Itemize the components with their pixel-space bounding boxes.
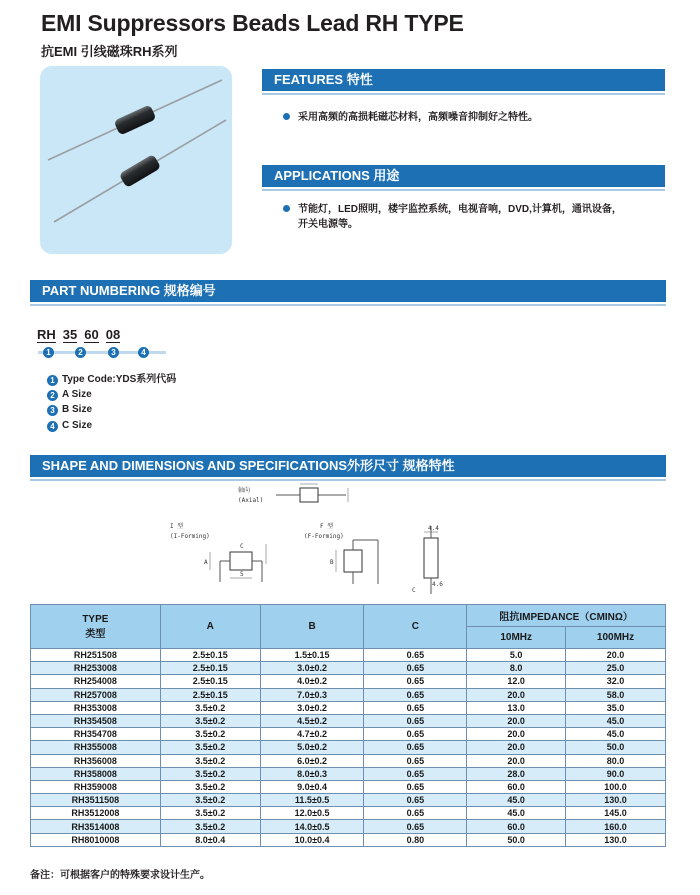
cell-imp-10mhz: 28.0 — [467, 767, 566, 780]
cell-a: 3.5±0.2 — [160, 741, 260, 754]
applications-item — [283, 202, 622, 232]
axial-drawing — [238, 484, 348, 504]
col-type-header — [31, 605, 161, 649]
cell-type: RH253008 — [31, 662, 161, 675]
cell-imp-10mhz: 20.0 — [467, 688, 566, 701]
cell-b: 4.5±0.2 — [260, 714, 364, 727]
applications-underline — [262, 189, 665, 191]
table-row — [31, 675, 666, 688]
number-1-icon: 1 — [47, 375, 58, 386]
number-1-icon: 1 — [43, 347, 54, 358]
bullet-icon — [283, 113, 290, 120]
dimension-drawings — [160, 478, 480, 602]
cell-b: 14.0±0.5 — [260, 820, 364, 833]
legend-text: B Size — [62, 404, 93, 415]
cell-a: 3.5±0.2 — [160, 754, 260, 767]
cell-imp-100mhz: 145.0 — [566, 807, 666, 820]
cell-imp-100mhz: 90.0 — [566, 767, 666, 780]
features-heading: FEATURES 特性 — [262, 69, 665, 91]
cell-type: RH354508 — [31, 714, 161, 727]
legend-item-a — [47, 388, 92, 401]
cell-a: 2.5±0.15 — [160, 675, 260, 688]
cell-type: RH354708 — [31, 728, 161, 741]
col-a-header: A — [160, 605, 260, 649]
table-row — [31, 780, 666, 793]
dim-c-label: C — [240, 543, 244, 550]
number-2-icon: 2 — [75, 347, 86, 358]
table-row — [31, 794, 666, 807]
product-photo — [40, 66, 232, 254]
cell-b: 9.0±0.4 — [260, 780, 364, 793]
col-100mhz-header: 100MHz — [566, 627, 666, 649]
cell-type: RH356008 — [31, 754, 161, 767]
cell-imp-100mhz: 25.0 — [566, 662, 666, 675]
cell-b: 6.0±0.2 — [260, 754, 364, 767]
i-forming-drawing — [170, 522, 266, 582]
cell-a: 3.5±0.2 — [160, 820, 260, 833]
f-label-en: (F-Forming) — [304, 533, 344, 540]
cell-c: 0.65 — [364, 820, 467, 833]
cell-a: 2.5±0.15 — [160, 688, 260, 701]
cell-imp-10mhz: 60.0 — [467, 780, 566, 793]
cell-c: 0.65 — [364, 754, 467, 767]
cell-imp-100mhz: 160.0 — [566, 820, 666, 833]
number-4-icon: 4 — [47, 421, 58, 432]
legend-item-c — [47, 419, 92, 432]
cell-type: RH3512008 — [31, 807, 161, 820]
features-text: 采用高频的高损耗磁芯材料，高频噪音抑制好之特性。 — [298, 112, 538, 123]
legend-item-b — [47, 403, 92, 416]
axial-label-cn: 轴向 — [238, 487, 251, 494]
part-code-type: RH — [37, 327, 56, 342]
spec-table-body — [31, 649, 666, 847]
dim-b-label: B — [330, 559, 334, 566]
cell-b: 4.0±0.2 — [260, 675, 364, 688]
cell-a: 3.5±0.2 — [160, 807, 260, 820]
cell-type: RH3511508 — [31, 794, 161, 807]
cell-b: 7.0±0.3 — [260, 688, 364, 701]
part-numbering-underline — [30, 304, 666, 306]
cell-c: 0.80 — [364, 833, 467, 846]
applications-text-line1: 节能灯，LED照明，楼宇监控系统，电视音响，DVD,计算机，通讯设备， — [298, 204, 622, 215]
cell-type: RH358008 — [31, 767, 161, 780]
dim-44-label: 4.4 — [428, 525, 439, 532]
footnote: 备注：可根据客户的特殊要求设计生产。 — [30, 870, 210, 881]
page-title: EMI Suppressors Beads Lead RH TYPE — [41, 10, 464, 36]
col-b-header: B — [260, 605, 364, 649]
cell-b: 3.0±0.2 — [260, 662, 364, 675]
cell-imp-100mhz: 45.0 — [566, 728, 666, 741]
number-3-icon: 3 — [47, 405, 58, 416]
applications-heading: APPLICATIONS 用途 — [262, 165, 665, 187]
cell-type: RH251508 — [31, 649, 161, 662]
col-10mhz-header: 10MHz — [467, 627, 566, 649]
number-3-icon: 3 — [108, 347, 119, 358]
cell-c: 0.65 — [364, 688, 467, 701]
cell-b: 5.0±0.2 — [260, 741, 364, 754]
cell-type: RH359008 — [31, 780, 161, 793]
cell-b: 8.0±0.3 — [260, 767, 364, 780]
number-4-icon: 4 — [138, 347, 149, 358]
cell-b: 1.5±0.15 — [260, 649, 364, 662]
dim-5-label: 5 — [240, 571, 244, 578]
table-row — [31, 820, 666, 833]
part-code-c: 08 — [105, 327, 121, 342]
f-label-cn: F 型 — [320, 523, 334, 530]
cell-imp-100mhz: 45.0 — [566, 714, 666, 727]
page-subtitle: 抗EMI 引线磁珠RH系列 — [41, 44, 178, 59]
shape-heading: SHAPE AND DIMENSIONS AND SPECIFICATIONS外形尺寸 规格特性 — [30, 455, 666, 477]
table-row — [31, 714, 666, 727]
legend-text: C Size — [62, 420, 93, 431]
cell-imp-100mhz: 130.0 — [566, 833, 666, 846]
cell-b: 11.5±0.5 — [260, 794, 364, 807]
cell-c: 0.65 — [364, 807, 467, 820]
cell-a: 3.5±0.2 — [160, 714, 260, 727]
col-impedance-header: 阻抗IMPEDANCE（CMINΩ） — [467, 605, 666, 627]
cell-imp-100mhz: 20.0 — [566, 649, 666, 662]
table-row — [31, 807, 666, 820]
cell-imp-10mhz: 20.0 — [467, 741, 566, 754]
table-row — [31, 767, 666, 780]
legend-text: Type Code:YDS系列代码 — [62, 374, 177, 385]
cell-imp-100mhz: 130.0 — [566, 794, 666, 807]
cell-c: 0.65 — [364, 662, 467, 675]
cell-b: 10.0±0.4 — [260, 833, 364, 846]
dim-c-side-label: C — [412, 587, 416, 594]
table-row — [31, 728, 666, 741]
cell-c: 0.65 — [364, 728, 467, 741]
cell-a: 2.5±0.15 — [160, 662, 260, 675]
bullet-icon — [283, 205, 290, 212]
cell-imp-100mhz: 100.0 — [566, 780, 666, 793]
cell-c: 0.65 — [364, 701, 467, 714]
side-view-drawing — [412, 525, 443, 594]
cell-type: RH8010008 — [31, 833, 161, 846]
table-row — [31, 741, 666, 754]
part-code-a: 35 — [62, 327, 78, 342]
cell-a: 8.0±0.4 — [160, 833, 260, 846]
table-row — [31, 649, 666, 662]
col-c-header: C — [364, 605, 467, 649]
features-underline — [262, 93, 665, 95]
cell-c: 0.65 — [364, 649, 467, 662]
i-label-en: (I-Forming) — [170, 533, 210, 540]
cell-imp-10mhz: 8.0 — [467, 662, 566, 675]
cell-imp-100mhz: 32.0 — [566, 675, 666, 688]
part-code-b: 60 — [84, 327, 99, 342]
legend-text: A Size — [62, 389, 92, 400]
cell-imp-10mhz: 60.0 — [467, 820, 566, 833]
table-row — [31, 701, 666, 714]
cell-a: 3.5±0.2 — [160, 767, 260, 780]
cell-b: 12.0±0.5 — [260, 807, 364, 820]
ferrite-bead-icon — [40, 66, 232, 254]
cell-c: 0.65 — [364, 794, 467, 807]
cell-a: 3.5±0.2 — [160, 728, 260, 741]
cell-imp-10mhz: 12.0 — [467, 675, 566, 688]
f-forming-drawing — [304, 522, 378, 584]
cell-a: 2.5±0.15 — [160, 649, 260, 662]
cell-c: 0.65 — [364, 767, 467, 780]
cell-imp-10mhz: 13.0 — [467, 701, 566, 714]
cell-imp-100mhz: 80.0 — [566, 754, 666, 767]
applications-text-line2: 开关电源等。 — [298, 219, 358, 230]
col-type-label: TYPE — [82, 613, 109, 625]
cell-imp-100mhz: 50.0 — [566, 741, 666, 754]
number-2-icon: 2 — [47, 390, 58, 401]
cell-c: 0.65 — [364, 741, 467, 754]
cell-b: 3.0±0.2 — [260, 701, 364, 714]
cell-type: RH3514008 — [31, 820, 161, 833]
cell-imp-10mhz: 5.0 — [467, 649, 566, 662]
dim-a-label: A — [204, 559, 208, 566]
cell-imp-10mhz: 20.0 — [467, 714, 566, 727]
cell-a: 3.5±0.2 — [160, 794, 260, 807]
cell-type: RH257008 — [31, 688, 161, 701]
cell-type: RH353008 — [31, 701, 161, 714]
cell-c: 0.65 — [364, 780, 467, 793]
dim-46-label: 4.6 — [432, 581, 443, 588]
cell-type: RH355008 — [31, 741, 161, 754]
table-row — [31, 688, 666, 701]
cell-b: 4.7±0.2 — [260, 728, 364, 741]
cell-imp-10mhz: 20.0 — [467, 728, 566, 741]
cell-a: 3.5±0.2 — [160, 701, 260, 714]
part-number-example — [37, 327, 127, 343]
i-label-cn: I 型 — [170, 523, 184, 530]
features-item — [283, 110, 538, 125]
cell-c: 0.65 — [364, 714, 467, 727]
cell-imp-100mhz: 58.0 — [566, 688, 666, 701]
cell-imp-10mhz: 50.0 — [467, 833, 566, 846]
cell-a: 3.5±0.2 — [160, 780, 260, 793]
cell-imp-10mhz: 20.0 — [467, 754, 566, 767]
part-numbering-heading: PART NUMBERING 规格编号 — [30, 280, 666, 302]
cell-imp-10mhz: 45.0 — [467, 794, 566, 807]
axial-label-en: (Axial) — [238, 497, 264, 504]
table-row — [31, 754, 666, 767]
cell-c: 0.65 — [364, 675, 467, 688]
table-row — [31, 662, 666, 675]
table-row — [31, 833, 666, 846]
cell-imp-100mhz: 35.0 — [566, 701, 666, 714]
cell-type: RH254008 — [31, 675, 161, 688]
spec-table — [30, 604, 666, 847]
legend-item-type — [47, 373, 176, 386]
cell-imp-10mhz: 45.0 — [467, 807, 566, 820]
col-type-cn-label: 类型 — [85, 628, 106, 640]
